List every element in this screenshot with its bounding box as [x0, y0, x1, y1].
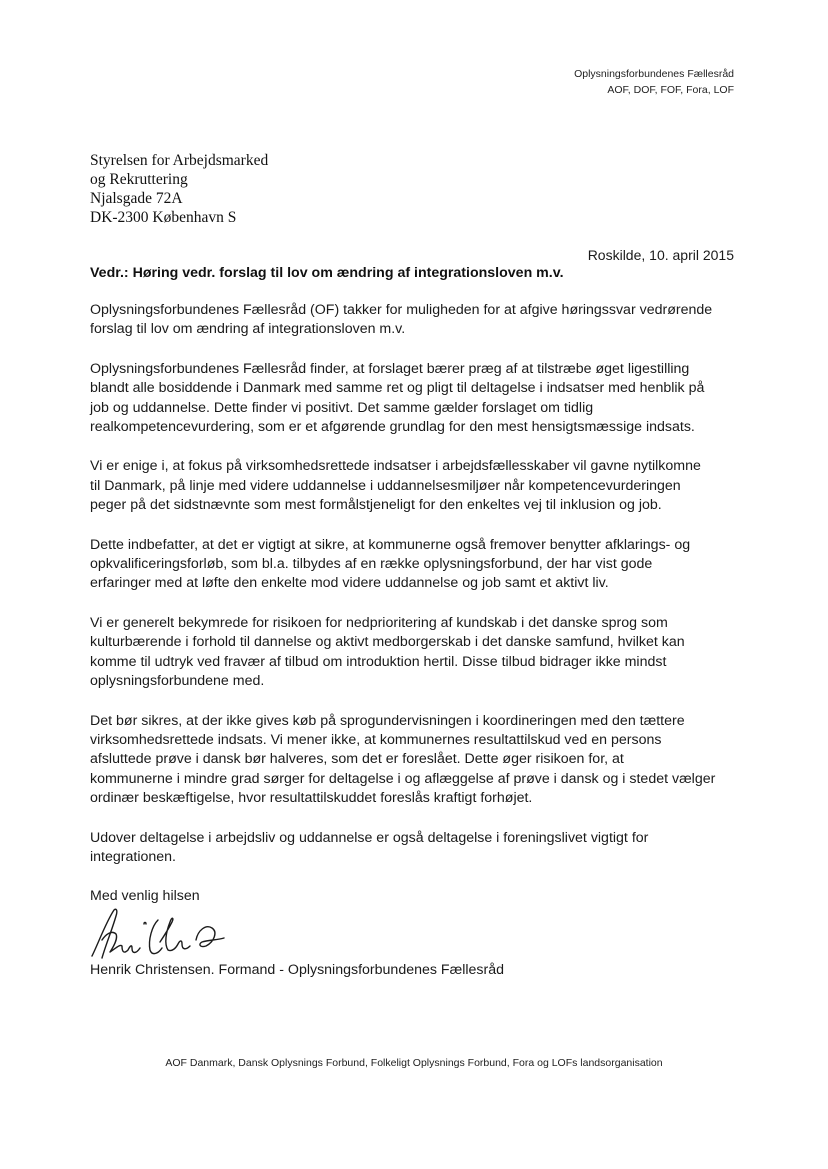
paragraph-line: erfaringer med at løfte den enkelte mod videre uddannelse og job samt et aktivt liv. [90, 575, 609, 592]
paragraph-line: kommunerne i mindre grad sørger for deltagelse i og aflæggelse af prøve i dansk og i stedet vælger [90, 770, 716, 787]
footer-organisations: AOF Danmark, Dansk Oplysnings Forbund, Folkeligt Oplysnings Forbund, Fora og LOFs landsorganisation [165, 1057, 663, 1069]
handwritten-signature [88, 900, 228, 964]
paragraph-line: integrationen. [90, 848, 176, 865]
paragraph-line: Vi er enige i, at fokus på virksomhedsrettede indsatser i arbejdsfællesskaber vil gavne nytilkomne [90, 458, 701, 475]
paragraph [90, 829, 740, 868]
paragraph-line: Dette indbefatter, at det er vigtigt at sikre, at kommunerne også fremover benytter afklarings- og [90, 536, 691, 553]
paragraph-line: virksomhedsrettede indsats. Vi mener ikke, at kommunernes resultattilskud ved en persons [90, 731, 662, 748]
subject-line: Vedr.: Høring vedr. forslag til lov om ændring af integrationsloven m.v. [90, 265, 564, 281]
paragraph [90, 614, 740, 692]
paragraph-line: Udover deltagelse i arbejdsliv og uddannelse er også deltagelse i foreningslivet vigtigt for [90, 829, 649, 846]
recipient-line: Styrelsen for Arbejdsmarked [90, 152, 269, 169]
paragraph [90, 301, 740, 340]
paragraph-line: blandt alle bosiddende i Danmark med samme ret og pligt til deltagelse i indsatser med henblik på [90, 380, 705, 397]
closing-salutation: Med venlig hilsen [90, 888, 200, 904]
paragraph-line: Vi er generelt bekymrede for risikoen for nedprioritering af kundskab i det danske sprog som [90, 614, 668, 631]
letterhead-member-orgs: AOF, DOF, FOF, Fora, LOF [607, 84, 734, 96]
paragraph-line: Oplysningsforbundenes Fællesråd finder, at forslaget bærer præg af at tilstræbe øget ligestilling [90, 360, 690, 377]
paragraph-line: forslag til lov om ændring af integrationsloven m.v. [90, 321, 406, 338]
paragraph-line: Det bør sikres, at der ikke gives køb på sprogundervisningen i koordineringen med den tættere [90, 712, 685, 729]
letterhead-org-name: Oplysningsforbundenes Fællesråd [574, 68, 734, 80]
paragraph-line: komme til udtryk ved fravær af tilbud om introduktion hertil. Disse tilbud bidrager ikke mindst [90, 653, 667, 670]
recipient-address [90, 151, 268, 227]
paragraph-line: opkvalificeringsforløb, som bl.a. tilbydes af en række oplysningsforbund, der har vist gode [90, 556, 653, 573]
recipient-line: Njalsgade 72A [90, 190, 183, 207]
paragraph [90, 712, 740, 809]
paragraph-line: realkompetencevurdering, som er et afgørende grundlag for den mest hensigtsmæssige indsats. [90, 419, 695, 436]
paragraph [90, 536, 740, 594]
paragraph-line: oplysningsforbundene med. [90, 673, 265, 690]
recipient-line: DK-2300 København S [90, 209, 237, 226]
letter-body [90, 301, 740, 887]
paragraph-line: peger på det sidstnævnte som mest formålstjeneligt for den enkeltes vej til inklusion og job. [90, 497, 662, 514]
paragraph [90, 360, 740, 438]
place-and-date: Roskilde, 10. april 2015 [587, 247, 734, 263]
paragraph-line: afsluttede prøve i dansk bør halveres, som det er foreslået. Dette øger risikoen for, at [90, 751, 624, 768]
paragraph-line: kulturbærende i forhold til dannelse og aktivt medborgerskab i det danske samfund, hvilket kan [90, 634, 685, 651]
paragraph [90, 457, 740, 515]
paragraph-line: Oplysningsforbundenes Fællesråd (OF) takker for muligheden for at afgive høringssvar vedrørende [90, 302, 713, 318]
signer-name-title: Henrik Christensen. Formand - Oplysningsforbundenes Fællesråd [90, 962, 504, 978]
paragraph-line: ordinær beskæftigelse, hvor resultattilskuddet foreslås kraftigt forhøjet. [90, 790, 533, 807]
letterhead [574, 66, 734, 98]
recipient-line: og Rekruttering [90, 171, 188, 188]
paragraph-line: til Danmark, på linje med videre uddannelse i uddannelsesmiljøer når kompetencevurderingen [90, 477, 681, 494]
paragraph-line: job og uddannelse. Dette finder vi positivt. Det samme gælder forslaget om tidlig [90, 399, 594, 416]
